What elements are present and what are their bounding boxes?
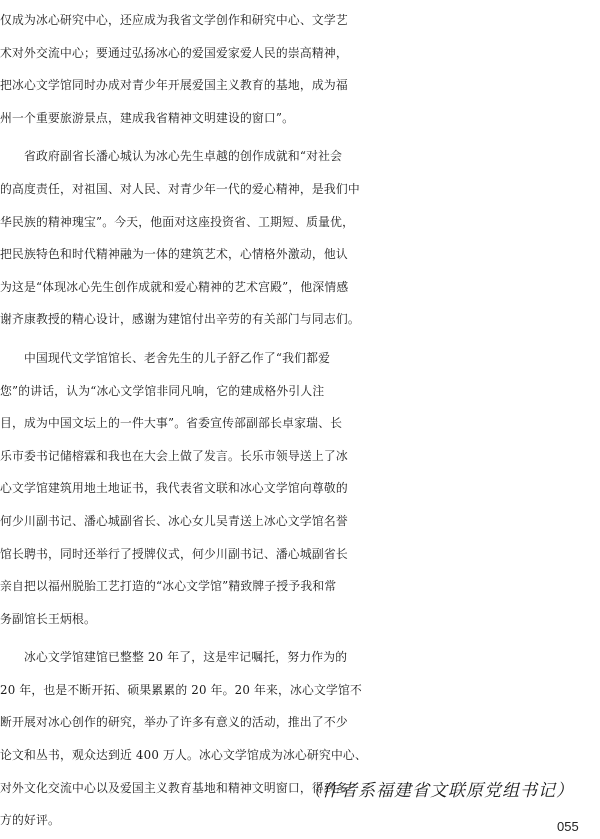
text-line: 断开展对冰心创作的研究，举办了许多有意义的活动，推出了不少 bbox=[0, 715, 348, 730]
text-line: 谢齐康教授的精心设计，感谢为建馆付出辛劳的有关部门与同志们。 bbox=[0, 312, 360, 327]
text-line: 的高度责任，对祖国、对人民、对青少年一代的爱心精神，是我们中 bbox=[0, 181, 360, 196]
text-line: 亲自把以福州脱胎工艺打造的“冰心文学馆”精致牌子授予我和常 bbox=[0, 579, 337, 594]
article-body bbox=[0, 4, 600, 837]
text-line: 为这是“体现冰心先生创作成就和爱心精神的艺术宫殿”，他深情感 bbox=[0, 279, 349, 294]
paragraph-3 bbox=[0, 342, 600, 635]
text-line: 把冰心文学馆同时办成对青少年开展爱国主义教育的基地，成为福 bbox=[0, 78, 348, 93]
text-line: 对外文化交流中心以及爱国主义教育基地和精神文明窗口，得到多 bbox=[0, 780, 348, 795]
text-line: 乐市委书记储榕霖和我也在大会上做了发言。长乐市领导送上了冰 bbox=[0, 448, 348, 463]
text-line: 方的好评。 bbox=[0, 813, 60, 828]
paragraph-4 bbox=[0, 641, 600, 837]
text-line: 务副馆长王炳根。 bbox=[0, 611, 96, 626]
text-line: 华民族的精神瑰宝”。今天，他面对这座投资省、工期短、质量优， bbox=[0, 214, 355, 229]
text-line: 术对外交流中心；要通过弘扬冰心的爱国爱家爱人民的崇高精神， bbox=[0, 45, 348, 60]
text-line: 中国现代文学馆馆长、老舍先生的儿子舒乙作了“我们都爱 bbox=[0, 350, 331, 365]
text-line: 州一个重要旅游景点，建成我省精神文明建设的窗口”。 bbox=[0, 110, 295, 125]
author-signature: （作者系福建省文联原党组书记） bbox=[304, 781, 574, 801]
paragraph-2 bbox=[0, 140, 600, 336]
text-line: 心文学馆建筑用地土地证书，我代表省文联和冰心文学馆向尊敬的 bbox=[0, 481, 348, 496]
text-line: 仅成为冰心研究中心，还应成为我省文学创作和研究中心、文学艺 bbox=[0, 13, 348, 27]
page-number: 055 bbox=[557, 819, 579, 834]
text-line: 冰心文学馆建馆已整整 20 年了，这是牢记嘱托，努力作为的 bbox=[0, 650, 348, 665]
text-line: 目，成为中国文坛上的一件大事”。省委宣传部副部长卓家瑞、长 bbox=[0, 416, 343, 431]
text-line: 您”的讲话，认为“冰心文学馆非同凡响，它的建成格外引人注 bbox=[0, 383, 325, 398]
text-line: 省政府副省长潘心城认为冰心先生卓越的创作成就和“对社会 bbox=[0, 149, 343, 164]
text-line: 论文和丛书，观众达到近 400 万人。冰心文学馆成为冰心研究中心、 bbox=[0, 748, 367, 763]
paragraph-1 bbox=[0, 4, 600, 134]
text-line: 把民族特色和时代精神融为一体的建筑艺术，心情格外激动，他认 bbox=[0, 247, 348, 262]
text-line: 20 年，也是不断开拓、硕果累累的 20 年。20 年来，冰心文学馆不 bbox=[0, 682, 362, 697]
text-line: 何少川副书记、潘心城副省长、冰心女儿吴青送上冰心文学馆名誉 bbox=[0, 513, 348, 528]
text-line: 馆长聘书，同时还举行了授牌仪式，何少川副书记、潘心城副省长 bbox=[0, 546, 348, 561]
